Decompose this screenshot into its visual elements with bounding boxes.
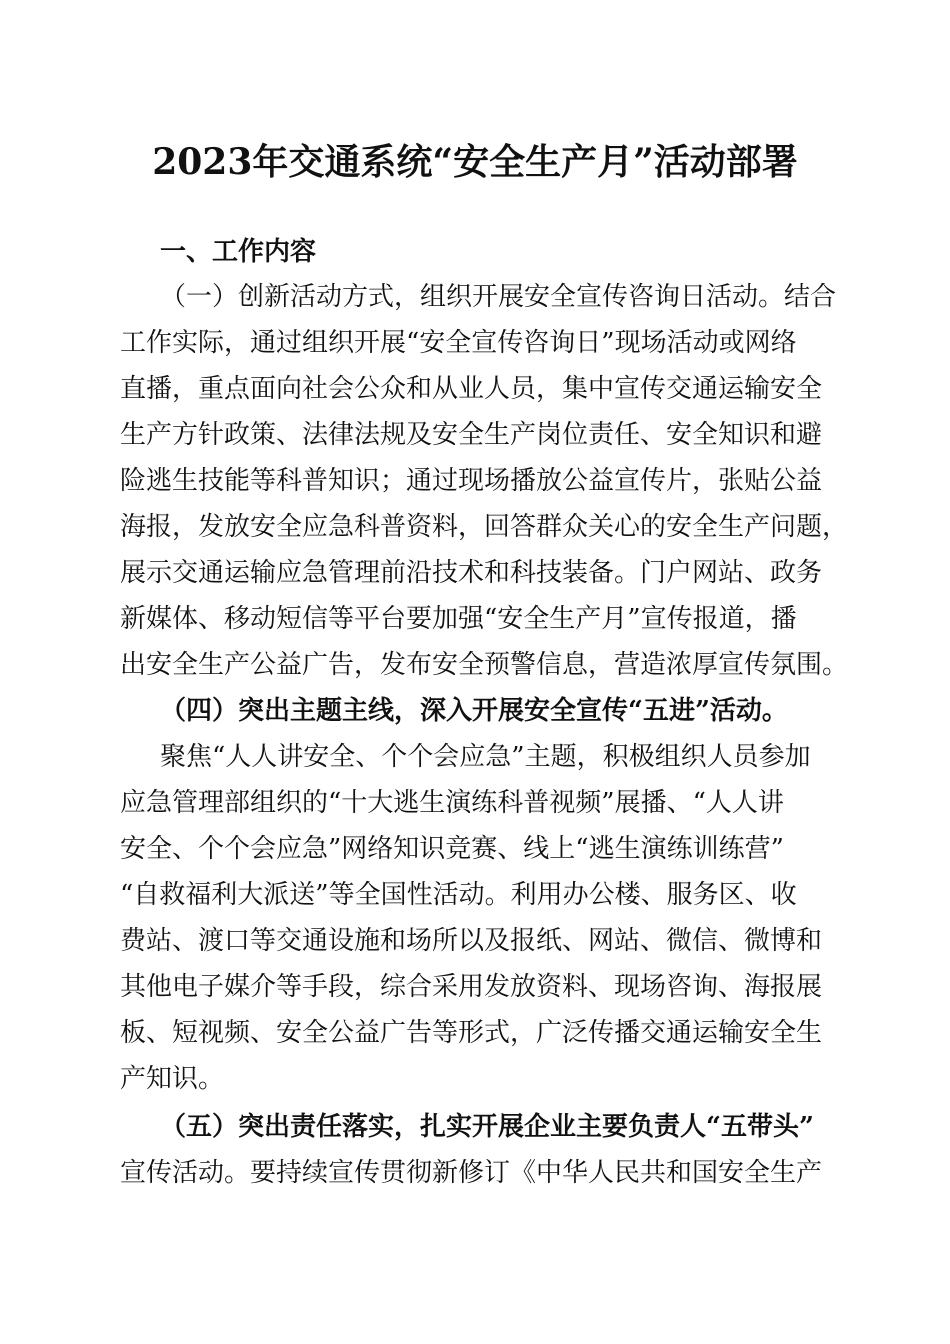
body-line-text: 展示交通运输应急管理前沿技术和科技装备。门户网站、政务 (120, 558, 823, 588)
body-line-text: 生产方针政策、法律法规及安全生产岗位责任、安全知识和避 (120, 420, 823, 450)
body-line (0, 596, 950, 642)
body-line (0, 412, 950, 458)
body-line-text: （一）创新活动方式，组织开展安全宣传咨询日活动。结合 (160, 282, 837, 312)
body-line-text: 海报，发放安全应急科普资料，回答群众关心的安全生产问题， (120, 512, 849, 542)
body-line (0, 274, 950, 320)
document-title: 2023年交通系统“安全生产月”活动部署 (152, 141, 798, 183)
body-line (0, 1104, 950, 1150)
body-line (0, 320, 950, 366)
body-line-text: “自救福利大派送”等全国性活动。利用办公楼、服务区、收 (120, 880, 797, 910)
section-heading: 一、工作内容 (160, 237, 317, 267)
body-line-text: 聚焦“人人讲安全、个个会应急”主题，积极组织人员参加 (160, 742, 811, 772)
body-line (0, 366, 950, 412)
body-line (0, 918, 950, 964)
body-line-text: 板、短视频、安全公益广告等形式，广泛传播交通运输安全生 (120, 1018, 823, 1048)
body-line-text: 产知识。 (120, 1064, 225, 1094)
body-line (0, 734, 950, 780)
body-line-text: 费站、渡口等交通设施和场所以及报纸、网站、微信、微博和 (120, 926, 823, 956)
body-line-text: 新媒体、移动短信等平台要加强“安全生产月”宣传报道，播 (120, 604, 797, 634)
body-line-text: 工作实际，通过组织开展“安全宣传咨询日”现场活动或网络 (120, 328, 797, 358)
body-line (0, 550, 950, 596)
body-line (0, 964, 950, 1010)
body-line (0, 872, 950, 918)
body-line-text: （四）突出主题主线，深入开展安全宣传“五进”活动。 (160, 696, 788, 726)
body-line (0, 1010, 950, 1056)
body-line-text: 直播，重点面向社会公众和从业人员，集中宣传交通运输安全 (120, 374, 823, 404)
body-line-text: 安全、个个会应急”网络知识竞赛、线上“逃生演练训练营” (120, 834, 784, 864)
body-line (0, 458, 950, 504)
body-line-text: 宣传活动。要持续宣传贯彻新修订《中华人民共和国安全生产 (120, 1158, 823, 1188)
body-line-subheading (0, 688, 950, 734)
body-line-text: 其他电子媒介等手段，综合采用发放资料、现场咨询、海报展 (120, 972, 823, 1002)
body-line-text: 险逃生技能等科普知识；通过现场播放公益宣传片，张贴公益 (120, 466, 823, 496)
body-line (0, 1150, 950, 1196)
body-line (0, 1056, 950, 1102)
body-line (0, 826, 950, 872)
body-line (0, 504, 950, 550)
body-line-text: 出安全生产公益广告，发布安全预警信息，营造浓厚宣传氛围。 (120, 650, 849, 680)
body-line-text: （五）突出责任落实，扎实开展企业主要负责人“五带头” (160, 1112, 814, 1142)
body-line (0, 642, 950, 688)
body-line-text: 应急管理部组织的“十大逃生演练科普视频”展播、“人人讲 (120, 788, 784, 818)
body-line (0, 780, 950, 826)
